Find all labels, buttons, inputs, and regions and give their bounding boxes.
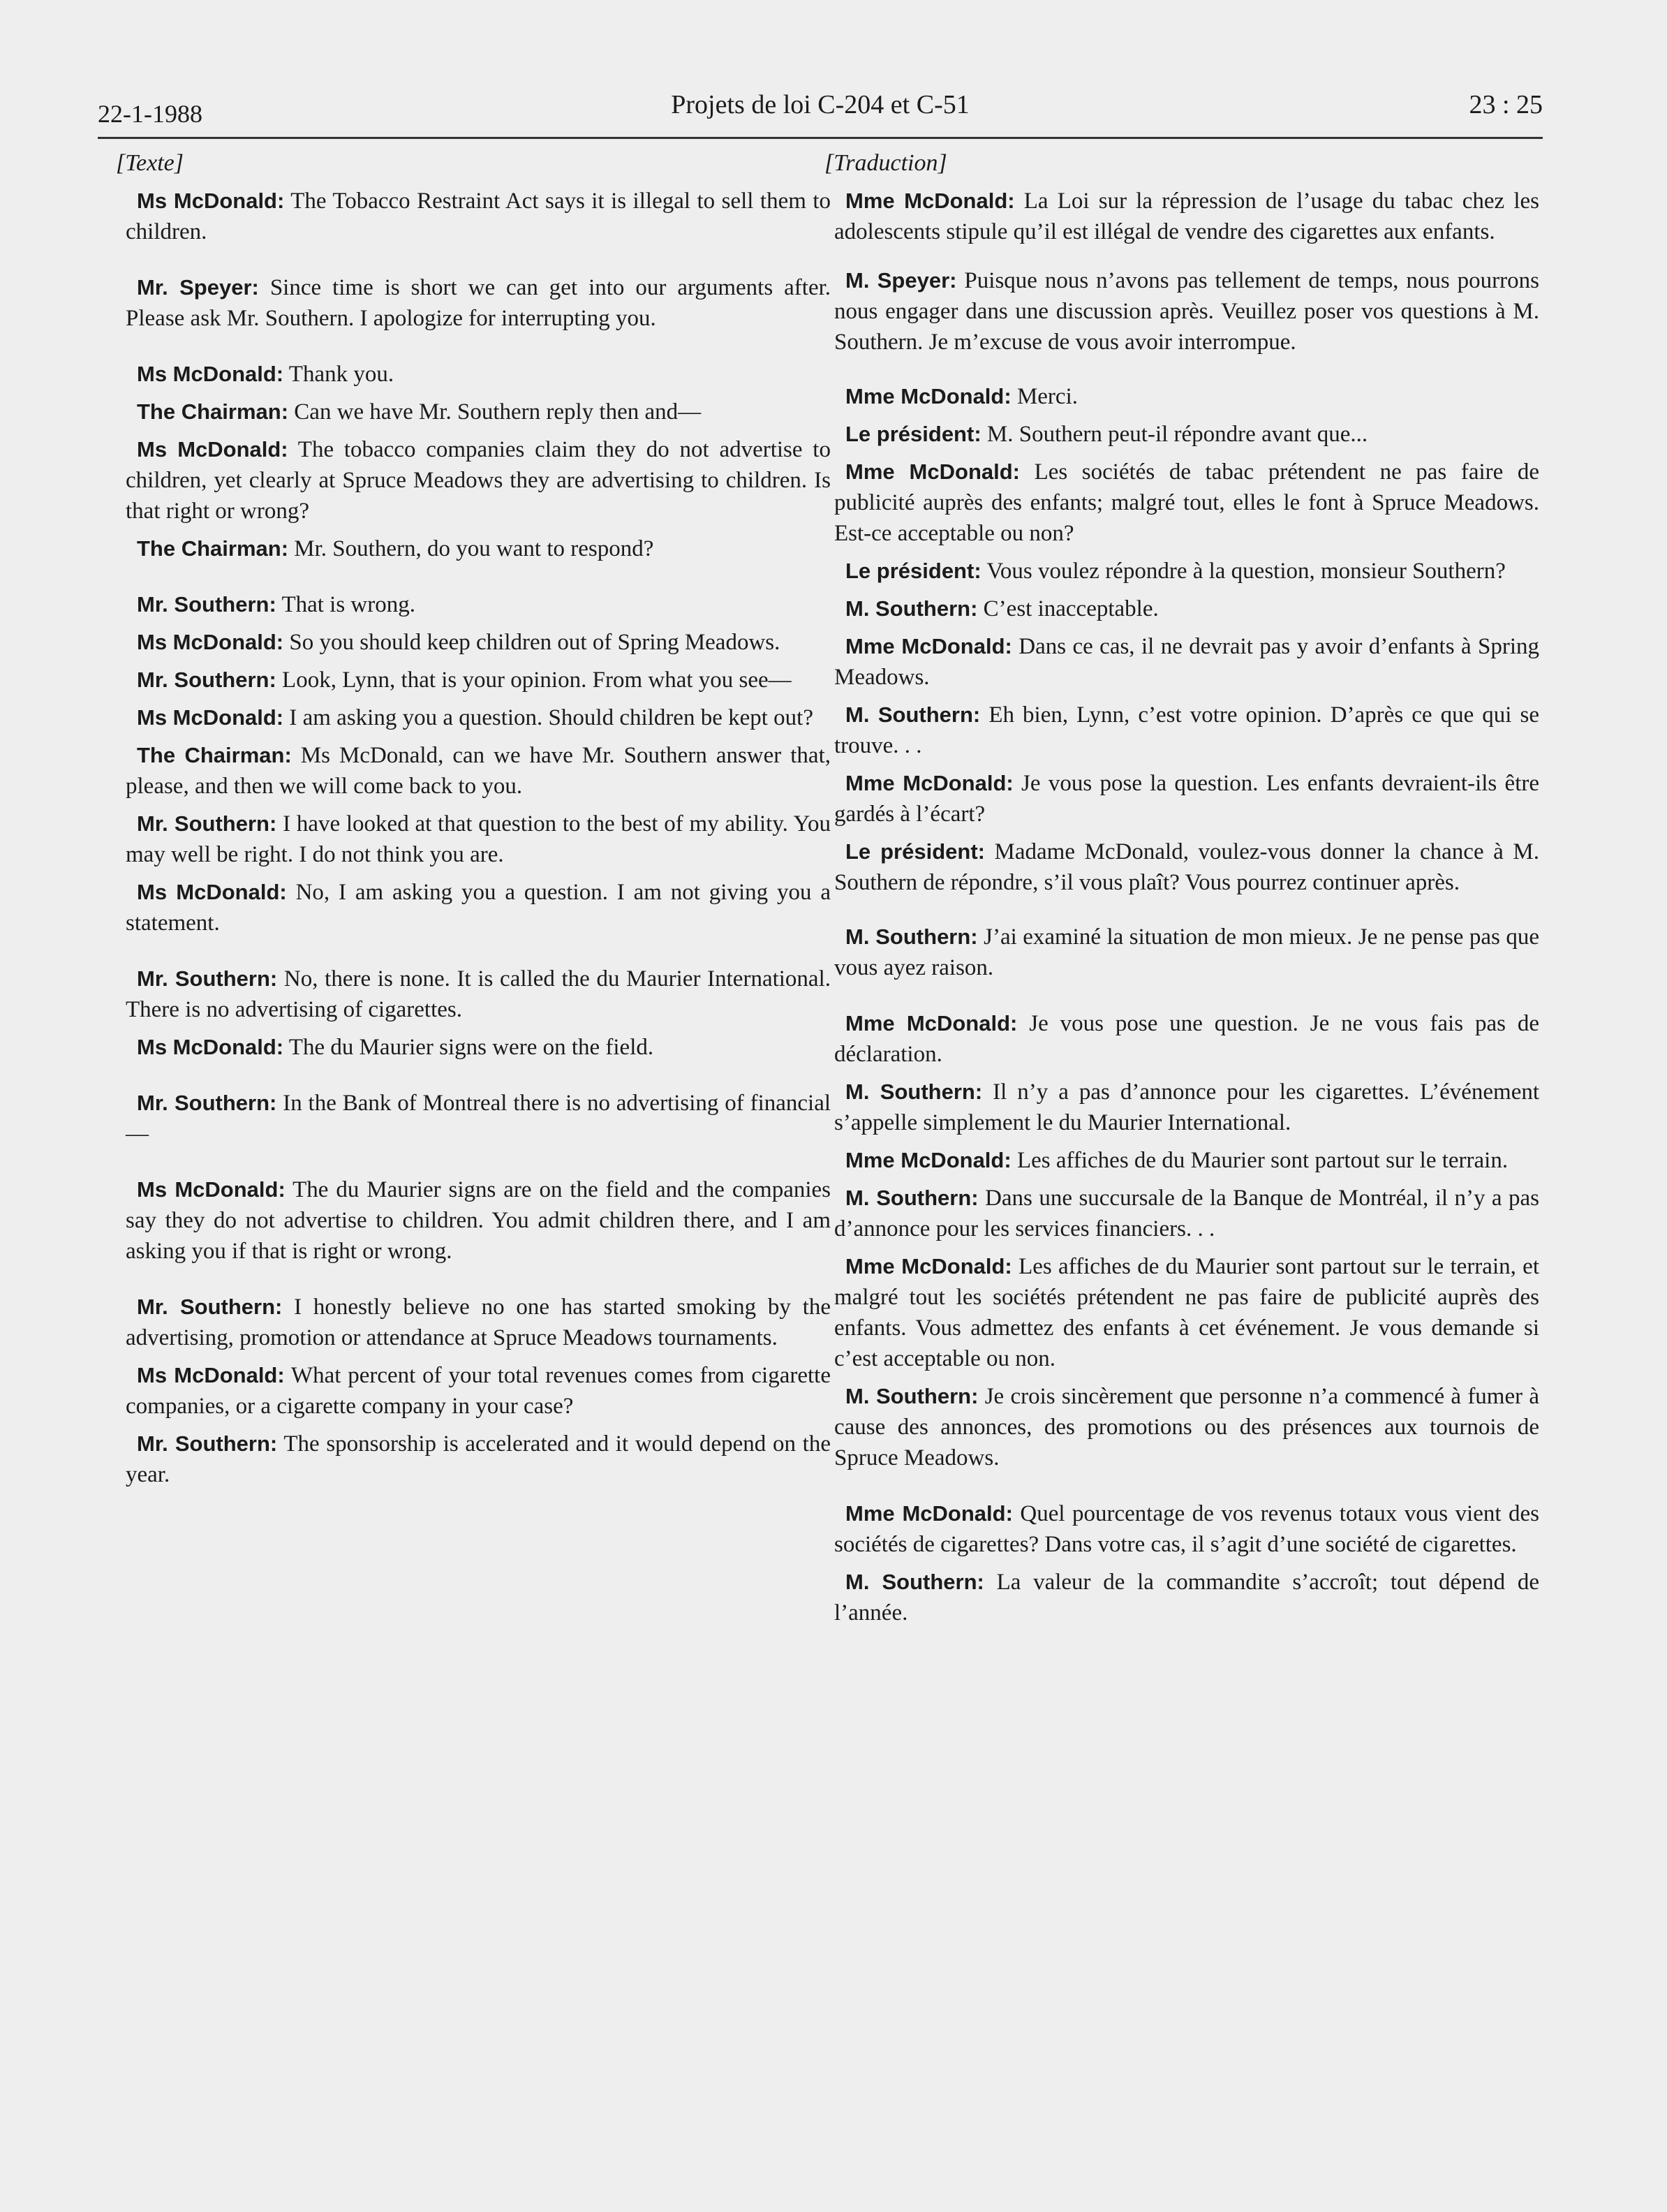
- french-column: [824, 148, 1540, 1628]
- speaker-name: Mme McDonald:: [845, 189, 1015, 213]
- speaker-name: Le président:: [845, 839, 985, 864]
- speech-text: Dans une succursale de la Banque de Montréal, il n’y a pas d’annonce pour les services financiers. . .: [834, 1186, 1539, 1241]
- speech-text: C’est inacceptable.: [983, 596, 1159, 621]
- speech-text: Il n’y a pas d’annonce pour les cigarettes. L’événement s’appelle simplement le du Maurier International.: [834, 1079, 1540, 1135]
- speech-text: I honestly believe no one has started smoking by the advertising, promotion or attendance at Spruce Meadows tournaments.: [126, 1295, 831, 1350]
- header-title: Projets de loi C-204 et C-51: [671, 90, 970, 119]
- transcript-paragraph: [834, 1251, 1539, 1374]
- speech-text: I have looked at that question to the best of my ability. You may well be right. I do not think you are.: [126, 811, 831, 867]
- speech-text: Madame McDonald, voulez-vous donner la chance à M. Southern de répondre, s’il vous plaît? Vous pourrez continuer après.: [834, 839, 1539, 895]
- speech-text: I am asking you a question. Should children be kept out?: [289, 705, 813, 730]
- speech-text: Mr. Southern, do you want to respond?: [294, 536, 654, 561]
- transcript-paragraph: [126, 589, 831, 620]
- speaker-name: Mme McDonald:: [845, 1148, 1012, 1172]
- speaker-name: Le président:: [845, 559, 981, 583]
- speaker-name: Ms McDonald:: [137, 1035, 284, 1059]
- speaker-name: Ms McDonald:: [137, 437, 288, 462]
- speaker-name: Mr. Speyer:: [137, 275, 259, 300]
- speaker-name: Ms McDonald:: [137, 362, 284, 386]
- transcript-paragraph: [126, 533, 831, 564]
- speech-text: Quel pourcentage de vos revenus totaux vous vient des sociétés de cigarettes? Dans votre cas, il s’agit d’une société de cigarettes.: [834, 1501, 1539, 1557]
- speech-text: Can we have Mr. Southern reply then and—: [294, 399, 702, 425]
- transcript-paragraph: [126, 1429, 831, 1490]
- speech-text: Merci.: [1016, 384, 1078, 409]
- speech-text: So you should keep children out of Spring Meadows.: [289, 630, 780, 655]
- speech-text: Les affiches de du Maurier sont partout sur le terrain.: [1016, 1148, 1509, 1173]
- speech-text: Je vous pose la question. Les enfants devraient-ils être gardés à l’écart?: [834, 771, 1539, 827]
- transcript-paragraph: [126, 627, 831, 658]
- language-marker-french: [Traduction]: [824, 150, 947, 176]
- speech-text: The du Maurier signs are on the field and the companies say they do not advertise to children. You admit children there, and I am asking you if that is right or wrong.: [126, 1177, 831, 1264]
- transcript-paragraph: [126, 186, 831, 247]
- page-number: 23 : 25: [1469, 90, 1543, 119]
- speaker-name: M. Southern:: [845, 702, 981, 727]
- transcript-paragraph: [126, 877, 831, 938]
- speech-text: Thank you.: [288, 362, 394, 387]
- speaker-name: Ms McDonald:: [137, 705, 284, 730]
- transcript-paragraph: [126, 1088, 831, 1149]
- speech-text: Since time is short we can get into our arguments after. Please ask Mr. Southern. I apologize for interrupting you.: [126, 275, 831, 331]
- speaker-name: Mr. Southern:: [137, 811, 277, 836]
- speaker-name: M. Southern:: [845, 1570, 984, 1594]
- transcript-paragraph: [834, 265, 1539, 357]
- speaker-name: Mr. Southern:: [137, 592, 276, 617]
- speaker-name: Mme McDonald:: [845, 1011, 1018, 1035]
- speaker-name: Ms McDonald:: [137, 1363, 285, 1387]
- speaker-name: M. Southern:: [845, 1186, 979, 1210]
- transcript-paragraph: [834, 836, 1539, 898]
- speech-text: Puisque nous n’avons pas tellement de temps, nous pourrons nous engager dans une discussion après. Veuillez poser vos questions à M. Southern. Je m’excuse de vous avoir interrompue.: [834, 268, 1539, 355]
- transcript-paragraph: [834, 556, 1539, 587]
- speaker-name: Mme McDonald:: [845, 1501, 1013, 1526]
- transcript-paragraph: [126, 397, 831, 427]
- speech-text: Je vous pose une question. Je ne vous fais pas de déclaration.: [834, 1011, 1539, 1067]
- transcript-paragraph: [126, 809, 831, 870]
- speech-text: The du Maurier signs were on the field.: [288, 1035, 654, 1060]
- speech-text: La Loi sur la répression de l’usage du tabac chez les adolescents stipule qu’il est illégal de vendre des cigarettes aux enfants.: [834, 189, 1539, 244]
- transcript-paragraph: [126, 1174, 831, 1267]
- speaker-name: M. Southern:: [845, 1384, 979, 1408]
- transcript-paragraph: [834, 1183, 1539, 1244]
- transcript-paragraph: [834, 631, 1539, 693]
- speaker-name: M. Speyer:: [845, 268, 957, 293]
- speech-text: The Tobacco Restraint Act says it is illegal to sell them to children.: [126, 189, 831, 244]
- transcript-paragraph: [834, 1077, 1539, 1138]
- speech-text: Look, Lynn, that is your opinion. From what you see—: [282, 668, 792, 693]
- speaker-name: M. Southern:: [845, 1079, 983, 1104]
- speech-text: In the Bank of Montreal there is no advertising of financial—: [126, 1091, 831, 1146]
- speaker-name: Ms McDonald:: [137, 630, 284, 654]
- speaker-name: Mr. Southern:: [137, 1295, 283, 1319]
- transcript-paragraph: [126, 434, 831, 526]
- speaker-name: Ms McDonald:: [137, 1177, 286, 1202]
- speech-text: M. Southern peut-il répondre avant que...: [986, 422, 1368, 447]
- speaker-name: Mr. Southern:: [137, 668, 276, 692]
- speaker-name: Mme McDonald:: [845, 384, 1012, 408]
- transcript-paragraph: [126, 1292, 831, 1353]
- speech-text: J’ai examiné la situation de mon mieux. Je ne pense pas que vous ayez raison.: [834, 924, 1540, 980]
- transcript-paragraph: [834, 457, 1539, 549]
- speaker-name: Mr. Southern:: [137, 966, 278, 991]
- speaker-name: The Chairman:: [137, 399, 289, 424]
- header-date: 22-1-1988: [98, 100, 202, 128]
- transcript-paragraph: [126, 665, 831, 695]
- speech-text: No, there is none. It is called the du Maurier International. There is no advertising of cigarettes.: [126, 966, 831, 1022]
- speaker-name: M. Southern:: [845, 924, 978, 949]
- transcript-paragraph: [126, 1032, 831, 1063]
- transcript-paragraph: [126, 1360, 831, 1422]
- transcript-paragraph: [834, 419, 1539, 450]
- speech-text: The tobacco companies claim they do not advertise to children, yet clearly at Spruce Meadows they are advertising to children. Is that right or wrong?: [126, 437, 831, 524]
- speech-text: Vous voulez répondre à la question, monsieur Southern?: [986, 559, 1506, 584]
- speaker-name: The Chairman:: [137, 743, 292, 767]
- speaker-name: Mme McDonald:: [845, 771, 1014, 795]
- speaker-name: Ms McDonald:: [137, 880, 287, 904]
- transcript-paragraph: [834, 768, 1539, 830]
- speaker-name: Mr. Southern:: [137, 1091, 277, 1115]
- transcript-paragraph: [126, 359, 831, 390]
- transcript-paragraph: [834, 1008, 1539, 1070]
- speech-text: Ms McDonald, can we have Mr. Southern answer that, please, and then we will come back to you.: [126, 743, 831, 799]
- speech-text: What percent of your total revenues comes from cigarette companies, or a cigarette company in your case?: [126, 1363, 831, 1419]
- header-rule: [98, 137, 1543, 139]
- speaker-name: Mme McDonald:: [845, 1254, 1012, 1278]
- transcript-paragraph: [834, 381, 1539, 412]
- transcript-paragraph: [126, 272, 831, 334]
- speaker-name: Mme McDonald:: [845, 459, 1020, 484]
- speaker-name: Mme McDonald:: [845, 634, 1012, 658]
- transcript-paragraph: [834, 1145, 1539, 1176]
- speaker-name: Mr. Southern:: [137, 1431, 278, 1456]
- speech-text: Les affiches de du Maurier sont partout sur le terrain, et malgré tout les sociétés prétendent ne pas faire de publicité auprès des enfants. Vous admettez des enfants à cet événement. Je vous demande si c’est acceptable ou non.: [834, 1254, 1539, 1371]
- transcript-paragraph: [126, 702, 831, 733]
- speech-text: La valeur de la commandite s’accroît; tout dépend de l’année.: [834, 1570, 1540, 1625]
- transcript-paragraph: [834, 1567, 1539, 1628]
- speech-text: Les sociétés de tabac prétendent ne pas faire de publicité auprès des enfants; malgré tout, elles le font à Spruce Meadows. Est-ce acceptable ou non?: [834, 459, 1539, 546]
- speech-text: That is wrong.: [281, 592, 415, 617]
- transcript-paragraph: [126, 740, 831, 802]
- speech-text: Eh bien, Lynn, c’est votre opinion. D’après ce que qui se trouve. . .: [834, 702, 1540, 758]
- transcript-paragraph: [834, 593, 1539, 624]
- speech-text: Dans ce cas, il ne devrait pas y avoir d’enfants à Spring Meadows.: [834, 634, 1540, 690]
- speech-text: The sponsorship is accelerated and it would depend on the year.: [126, 1431, 831, 1487]
- speaker-name: M. Southern:: [845, 596, 978, 621]
- speech-text: Je crois sincèrement que personne n’a commencé à fumer à cause des annonces, des promotions ou des présences aux tournois de Spruce Meadows.: [834, 1384, 1540, 1470]
- speaker-name: Le président:: [845, 422, 981, 446]
- transcript-paragraph: [834, 1498, 1539, 1560]
- transcript-paragraph: [126, 964, 831, 1025]
- speaker-name: Ms McDonald:: [137, 189, 285, 213]
- transcript-paragraph: [834, 186, 1539, 247]
- speech-text: No, I am asking you a question. I am not giving you a statement.: [126, 880, 831, 936]
- transcript-paragraph: [834, 700, 1539, 761]
- transcript-paragraph: [834, 922, 1539, 983]
- language-marker-english: [Texte]: [116, 150, 184, 176]
- transcript-paragraph: [834, 1381, 1539, 1473]
- page-header: [98, 89, 1543, 138]
- english-column: [116, 148, 831, 1490]
- speaker-name: The Chairman:: [137, 536, 289, 561]
